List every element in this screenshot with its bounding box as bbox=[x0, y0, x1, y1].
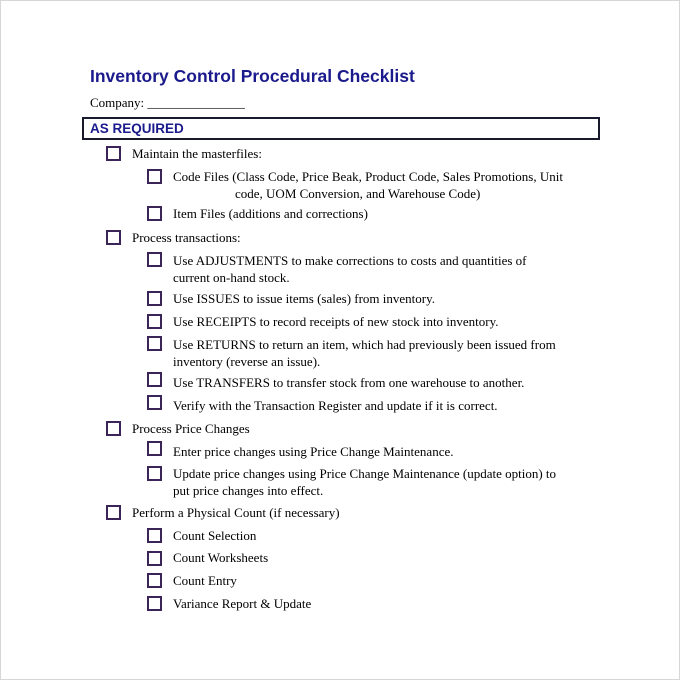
company-field: Company: _______________ bbox=[90, 95, 245, 110]
subitem-label: Use RECEIPTS to record receipts of new stock into inventory. bbox=[173, 314, 499, 329]
subitem-label: Use TRANSFERS to transfer stock from one warehouse to another. bbox=[173, 375, 525, 390]
subitem-label: Item Files (additions and corrections) bbox=[173, 206, 368, 221]
checkbox[interactable] bbox=[147, 206, 162, 221]
checkbox[interactable] bbox=[147, 551, 162, 566]
checkbox[interactable] bbox=[106, 505, 121, 520]
item-label: Process Price Changes bbox=[132, 421, 250, 436]
subitem-label: Use ADJUSTMENTS to make corrections to costs and quantities of current on-hand stock. bbox=[173, 253, 527, 285]
checkbox[interactable] bbox=[147, 573, 162, 588]
subitem-label: Count Selection bbox=[173, 528, 257, 543]
checkbox[interactable] bbox=[147, 336, 162, 351]
subitem-label: Verify with the Transaction Register and update if it is correct. bbox=[173, 398, 498, 413]
subitem-label: Enter price changes using Price Change Maintenance. bbox=[173, 444, 454, 459]
subitem-label: Update price changes using Price Change Maintenance (update option) to put price changes into effect. bbox=[173, 466, 557, 498]
checkbox[interactable] bbox=[147, 252, 162, 267]
checkbox[interactable] bbox=[147, 528, 162, 543]
checkbox[interactable] bbox=[106, 421, 121, 436]
checkbox[interactable] bbox=[147, 169, 162, 184]
checkbox[interactable] bbox=[147, 395, 162, 410]
checkbox[interactable] bbox=[147, 596, 162, 611]
subitem-label: Count Entry bbox=[173, 573, 237, 588]
checkbox[interactable] bbox=[147, 441, 162, 456]
checkbox[interactable] bbox=[147, 291, 162, 306]
checkbox[interactable] bbox=[106, 230, 121, 245]
item-label: Maintain the masterfiles: bbox=[132, 146, 262, 161]
checkbox[interactable] bbox=[147, 466, 162, 481]
section-header: AS REQUIRED bbox=[82, 117, 600, 140]
checkbox[interactable] bbox=[106, 146, 121, 161]
subitem-label: Use RETURNS to return an item, which had previously been issued from inventory (reverse an issue). bbox=[173, 337, 556, 369]
item-label: Perform a Physical Count (if necessary) bbox=[132, 505, 340, 520]
subitem-label: Count Worksheets bbox=[173, 550, 269, 565]
checkbox[interactable] bbox=[147, 372, 162, 387]
item-label: Process transactions: bbox=[132, 230, 241, 245]
subitem-label: Code Files (Class Code, Price Beak, Product Code, Sales Promotions, Unit code, UOM Conversion, and Warehouse Code) bbox=[173, 169, 563, 201]
subitem-label: Use ISSUES to issue items (sales) from inventory. bbox=[173, 291, 436, 306]
subitem-label: Variance Report & Update bbox=[173, 596, 312, 611]
checkbox[interactable] bbox=[147, 314, 162, 329]
document-title: Inventory Control Procedural Checklist bbox=[90, 66, 415, 86]
